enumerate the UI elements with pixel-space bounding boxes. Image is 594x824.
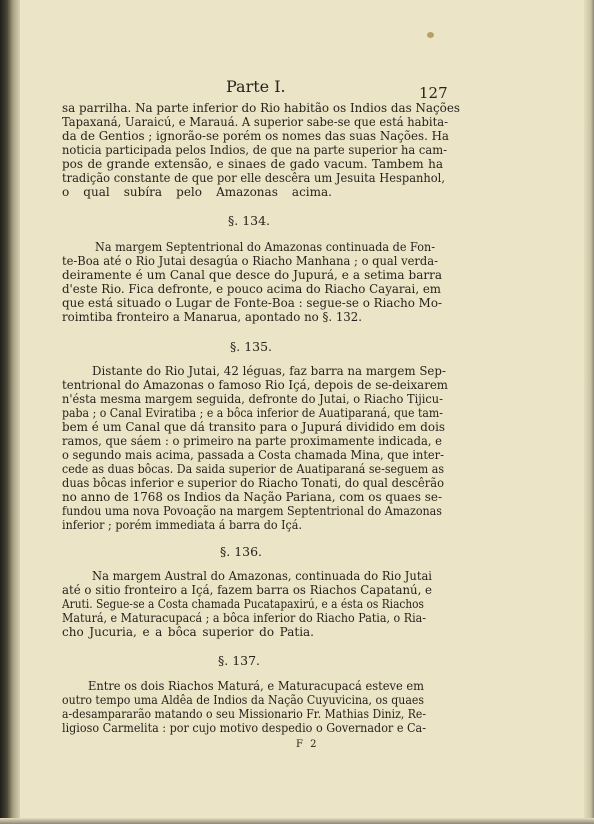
text-line: cede as duas bôcas. Da saida superior de Auatiparaná se-seguem as <box>62 462 444 476</box>
running-header: Parte I. <box>226 77 286 96</box>
section-heading: §. 135. <box>230 339 273 354</box>
text-line: da de Gentios ; ignorão-se porém os nomes das suas Nações. Ha <box>62 129 449 143</box>
page-bottom-edge <box>0 818 594 824</box>
binding-gutter <box>0 0 20 824</box>
text-line: cho Jucuria, e a bôca superior do Patia. <box>62 625 314 639</box>
signature-mark: F 2 <box>296 739 319 750</box>
text-line: noticia participada pelos Indios, de que na parte superior ha cam- <box>62 143 447 157</box>
section-heading: §. 137. <box>218 653 261 668</box>
text-line: roimtiba fronteiro a Manarua, apontado no §. 132. <box>62 310 362 324</box>
text-line: te-Boa até o Rio Jutai desagúa o Riacho Manhana ; o qual verda- <box>62 254 438 268</box>
text-line: tentrional do Amazonas o famoso Rio Içá, depois de se-deixarem <box>62 378 448 392</box>
text-line: que está situado o Lugar de Fonte-Boa : segue-se o Riacho Mo- <box>62 296 442 310</box>
text-line: o segundo mais acima, passada a Costa chamada Mina, que inter- <box>62 448 444 462</box>
text-line: paba ; o Canal Eviratiba ; e a bôca inferior de Auatiparaná, que tam- <box>62 406 443 420</box>
text-line: deiramente é um Canal que desce do Jupurá, e a setima barra <box>62 268 442 282</box>
text-line: inferior ; porém immediata á barra do Içá. <box>62 518 302 532</box>
text-line: fundou uma nova Povoação na margem Septentrional do Amazonas <box>62 504 442 518</box>
paper-stain <box>427 32 434 38</box>
text-line: ramos, que sáem : o primeiro na parte proximamente indicada, e <box>62 434 442 448</box>
text-line: Na margem Septentrional do Amazonas continuada de Fon- <box>95 240 435 254</box>
page-number: 127 <box>419 84 448 102</box>
text-line: o qual subíra pelo Amazonas acima. <box>62 185 332 199</box>
text-line: pos de grande extensão, e sinaes de gado vacum. Tambem ha <box>62 157 443 171</box>
text-line: no anno de 1768 os Indios da Nação Pariana, com os quaes se- <box>62 490 442 504</box>
text-line: até o sitio fronteiro a Içá, fazem barra os Riachos Capatanú, e <box>62 583 432 597</box>
text-line: Distante do Rio Jutai, 42 léguas, faz barra na margem Sep- <box>92 364 446 378</box>
page-edge <box>584 0 594 824</box>
text-line: ligioso Carmelita : por cujo motivo despedio o Governador e Ca- <box>62 721 426 735</box>
text-line: a-desampararão matando o seu Missionario Fr. Mathias Diniz, Re- <box>62 707 426 721</box>
text-line: duas bôcas inferior e superior do Riacho Tonati, do qual descêrão <box>62 476 444 490</box>
text-line: n'ésta mesma margem seguida, defronte do Jutai, o Riacho Tijicu- <box>62 392 443 406</box>
text-line: sa parrilha. Na parte inferior do Rio habitão os Indios das Nações <box>62 101 460 115</box>
section-heading: §. 134. <box>228 213 271 228</box>
text-line: bem é um Canal que dá transito para o Jupurá dividido em dois <box>62 420 445 434</box>
text-line: tradição constante de que por elle descêra um Jesuita Hespanhol, <box>62 171 445 185</box>
text-line: Na margem Austral do Amazonas, continuada do Rio Jutai <box>92 569 432 583</box>
text-line: Tapaxaná, Uaraicú, e Marauá. A superior sabe-se que está habita- <box>62 115 448 129</box>
text-line: Entre os dois Riachos Maturá, e Maturacupacá esteve em <box>88 679 424 693</box>
text-line: d'este Rio. Fica defronte, e pouco acima do Riacho Cayarai, em <box>62 282 441 296</box>
section-heading: §. 136. <box>220 544 263 559</box>
text-line: outro tempo uma Aldêa de Indios da Nação Cuyuvicina, os quaes <box>62 693 424 707</box>
text-line: Aruti. Segue-se a Costa chamada Pucatapaxirú, e a ésta os Riachos <box>62 597 424 611</box>
text-line: Maturá, e Maturacupacá ; a bôca inferior do Riacho Patia, o Ria- <box>62 611 426 625</box>
